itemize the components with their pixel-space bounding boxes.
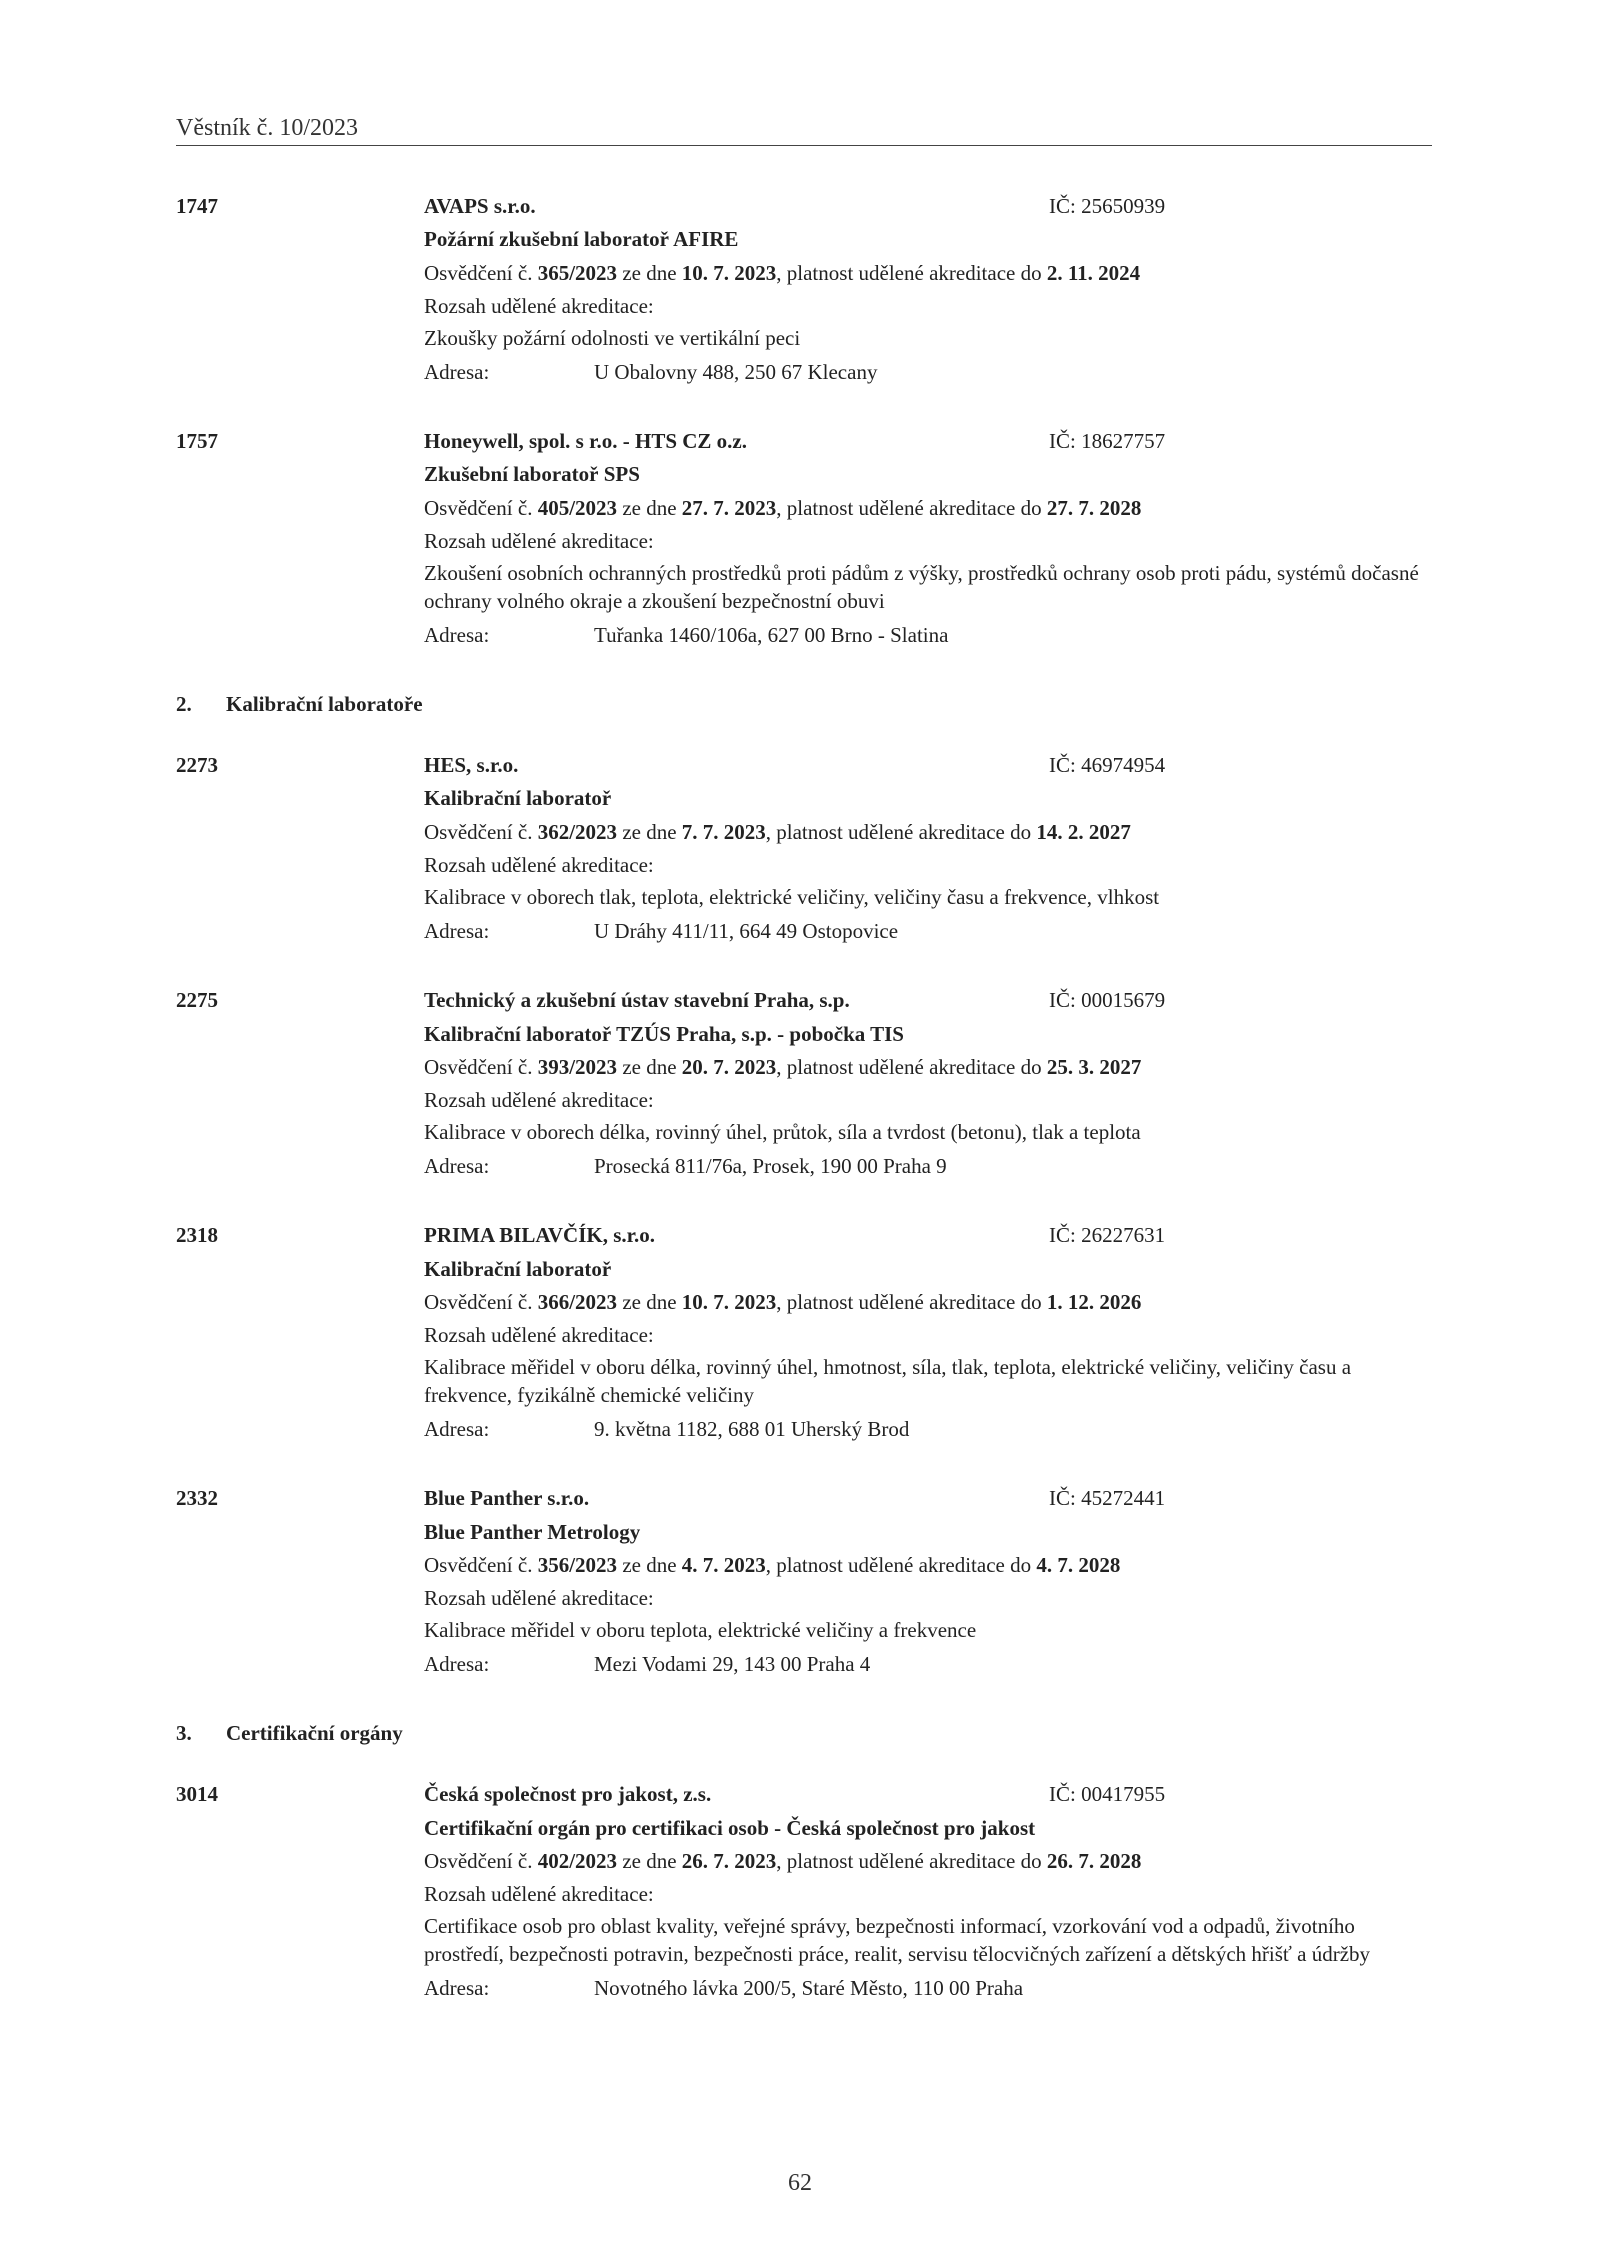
organization-name: HES, s.r.o. (424, 753, 519, 778)
accreditation-entry (176, 190, 1432, 389)
entry-number: 1747 (176, 194, 218, 218)
certificate-line: Osvědčení č. 405/2023 ze dne 27. 7. 2023, platnost udělené akreditace do 27. 7. 2028 (424, 495, 1142, 520)
scope-text: Certifikace osob pro oblast kvality, veřejné správy, bezpečnosti informací, vzorkování vod a odpadů, životního prostředí, bezpečnosti potravin, bezpečnosti práce, realit, servisu tělocvičných zařízení a dětských hřišť a údržby (424, 1913, 1371, 1966)
laboratory-name: Požární zkušební laboratoř AFIRE (424, 227, 739, 252)
certificate-line: Osvědčení č. 356/2023 ze dne 4. 7. 2023, platnost udělené akreditace do 4. 7. 2028 (424, 1552, 1121, 1577)
address-line (424, 1150, 1432, 1183)
certificate-date: 10. 7. 2023 (681, 260, 777, 285)
validity-date: 27. 7. 2028 (1046, 495, 1142, 520)
laboratory-name: Certifikační orgán pro certifikaci osob - Česká společnost pro jakost (424, 1815, 1036, 1840)
laboratory-name: Zkušební laboratoř SPS (424, 462, 640, 487)
section-title: Certifikační orgány (226, 1721, 403, 1746)
entry-body (424, 1219, 1432, 1446)
address-line (424, 619, 1432, 652)
organization-name: AVAPS s.r.o. (424, 194, 536, 218)
certificate-date: 7. 7. 2023 (681, 819, 766, 844)
organization-name: Technický a zkušební ústav stavební Praha, s.p. (424, 988, 850, 1013)
company-id: IČ: 26227631 (1049, 1223, 1166, 1248)
certificate-line: Osvědčení č. 393/2023 ze dne 20. 7. 2023, platnost udělené akreditace do 25. 3. 2027 (424, 1054, 1142, 1079)
address-label: Adresa: (424, 918, 490, 943)
laboratory-name: Kalibrační laboratoř (424, 786, 612, 811)
address-line (424, 915, 1432, 948)
entry-number: 2332 (176, 1486, 218, 1511)
address-line (424, 356, 1432, 389)
validity-date: 4. 7. 2028 (1036, 1552, 1121, 1577)
accreditation-entry (176, 749, 1432, 948)
journal-title: Věstník č. 10/2023 (176, 115, 358, 141)
certificate-date: 26. 7. 2023 (681, 1849, 777, 1873)
entry-number: 3014 (176, 1782, 218, 1807)
laboratory-name: Blue Panther Metrology (424, 1519, 641, 1544)
scope-label: Rozsah udělené akreditace: (424, 1088, 654, 1113)
section-number: 2. (176, 692, 192, 717)
organization-name: Česká společnost pro jakost, z.s. (424, 1782, 712, 1807)
section-number: 3. (176, 1721, 192, 1746)
address-value: U Obalovny 488, 250 67 Klecany (594, 359, 878, 384)
validity-date: 14. 2. 2027 (1036, 819, 1131, 844)
address-line (424, 1413, 1432, 1446)
laboratory-name: Kalibrační laboratoř TZÚS Praha, s.p. - pobočka TIS (424, 1021, 904, 1046)
address-value: 9. května 1182, 688 01 Uherský Brod (594, 1416, 910, 1441)
scope-text: Kalibrace měřidel v oboru teplota, elektrické veličiny a frekvence (424, 1617, 977, 1642)
company-id: IČ: 18627757 (1049, 429, 1166, 454)
company-id: IČ: 25650939 (1049, 194, 1166, 218)
address-value: U Dráhy 411/11, 664 49 Ostopovice (594, 918, 899, 943)
address-label: Adresa: (424, 622, 490, 647)
entry-number: 1757 (176, 429, 218, 454)
page-header (176, 112, 1432, 146)
organization-name: Honeywell, spol. s r.o. - HTS CZ o.z. (424, 429, 747, 454)
organization-name: Blue Panther s.r.o. (424, 1486, 590, 1511)
certificate-number: 393/2023 (537, 1054, 618, 1079)
scope-text: Zkoušení osobních ochranných prostředků proti pádům z výšky, prostředků ochrany osob proti pádu, systémů dočasné ochrany volného okraje a zkoušení bezpečnostní obuvi (424, 560, 1419, 613)
address-value: Mezi Vodami 29, 143 00 Praha 4 (594, 1651, 871, 1676)
accreditation-entry (176, 984, 1432, 1183)
certificate-line: Osvědčení č. 365/2023 ze dne 10. 7. 2023, platnost udělené akreditace do 2. 11. 2024 (424, 260, 1141, 285)
accreditation-entry (176, 1482, 1432, 1681)
scope-text: Zkoušky požární odolnosti ve vertikální peci (424, 325, 801, 350)
accreditation-entry (176, 425, 1432, 652)
address-value: Tuřanka 1460/106a, 627 00 Brno - Slatina (594, 622, 949, 647)
certificate-number: 402/2023 (537, 1849, 618, 1873)
address-line (424, 1972, 1432, 2005)
certificate-date: 20. 7. 2023 (681, 1054, 777, 1079)
company-id: IČ: 45272441 (1049, 1486, 1166, 1511)
section-title: Kalibrační laboratoře (226, 692, 423, 717)
entry-number: 2275 (176, 988, 218, 1013)
section-heading-certification (176, 1717, 1432, 1750)
certificate-number: 405/2023 (537, 495, 618, 520)
scope-label: Rozsah udělené akreditace: (424, 529, 654, 554)
accreditation-entry (176, 1778, 1432, 2005)
scope-text: Kalibrace měřidel v oboru délka, rovinný úhel, hmotnost, síla, tlak, teplota, elektrické veličiny, veličiny času a frekvence, fyzikálně chemické veličiny (424, 1354, 1352, 1407)
entry-number: 2318 (176, 1223, 218, 1248)
entry-body (424, 984, 1432, 1183)
validity-date: 2. 11. 2024 (1046, 260, 1141, 285)
address-value: Novotného lávka 200/5, Staré Město, 110 00 Praha (594, 1975, 1024, 2000)
entry-body (424, 1482, 1432, 1681)
scope-label: Rozsah udělené akreditace: (424, 1323, 654, 1348)
certificate-date: 27. 7. 2023 (681, 495, 777, 520)
certificate-line: Osvědčení č. 402/2023 ze dne 26. 7. 2023, platnost udělené akreditace do 26. 7. 2028 (424, 1849, 1142, 1873)
entry-number: 2273 (176, 753, 218, 778)
validity-date: 1. 12. 2026 (1046, 1289, 1142, 1314)
document-body (176, 190, 1432, 2041)
certificate-line: Osvědčení č. 362/2023 ze dne 7. 7. 2023, platnost udělené akreditace do 14. 2. 2027 (424, 819, 1131, 844)
accreditation-entry (176, 1219, 1432, 1446)
address-label: Adresa: (424, 1975, 490, 2000)
scope-label: Rozsah udělené akreditace: (424, 1586, 654, 1611)
page-number: 62 (788, 2170, 812, 2196)
laboratory-name: Kalibrační laboratoř (424, 1256, 612, 1281)
validity-date: 26. 7. 2028 (1046, 1849, 1142, 1873)
address-label: Adresa: (424, 1651, 490, 1676)
company-id: IČ: 00417955 (1049, 1782, 1166, 1807)
certificate-line: Osvědčení č. 366/2023 ze dne 10. 7. 2023, platnost udělené akreditace do 1. 12. 2026 (424, 1289, 1142, 1314)
entry-body (424, 1778, 1432, 2005)
entry-body (424, 190, 1432, 389)
certificate-date: 4. 7. 2023 (681, 1552, 766, 1577)
certificate-number: 362/2023 (537, 819, 618, 844)
validity-date: 25. 3. 2027 (1046, 1054, 1142, 1079)
organization-name: PRIMA BILAVČÍK, s.r.o. (424, 1223, 656, 1248)
scope-label: Rozsah udělené akreditace: (424, 294, 654, 319)
scope-text: Kalibrace v oborech tlak, teplota, elektrické veličiny, veličiny času a frekvence, vlhkost (424, 884, 1160, 909)
entry-body (424, 425, 1432, 652)
scope-text: Kalibrace v oborech délka, rovinný úhel, průtok, síla a tvrdost (betonu), tlak a teplota (424, 1119, 1141, 1144)
address-line (424, 1648, 1432, 1681)
company-id: IČ: 46974954 (1049, 753, 1166, 778)
address-label: Adresa: (424, 1153, 490, 1178)
certificate-date: 10. 7. 2023 (681, 1289, 777, 1314)
section-heading-calibration (176, 688, 1432, 721)
address-label: Adresa: (424, 1416, 490, 1441)
address-value: Prosecká 811/76a, Prosek, 190 00 Praha 9 (594, 1153, 947, 1178)
certificate-number: 365/2023 (537, 260, 618, 285)
company-id: IČ: 00015679 (1049, 988, 1166, 1013)
address-label: Adresa: (424, 359, 490, 384)
scope-label: Rozsah udělené akreditace: (424, 853, 654, 878)
certificate-number: 356/2023 (537, 1552, 618, 1577)
certificate-number: 366/2023 (537, 1289, 618, 1314)
scope-label: Rozsah udělené akreditace: (424, 1882, 654, 1907)
entry-body (424, 749, 1432, 948)
